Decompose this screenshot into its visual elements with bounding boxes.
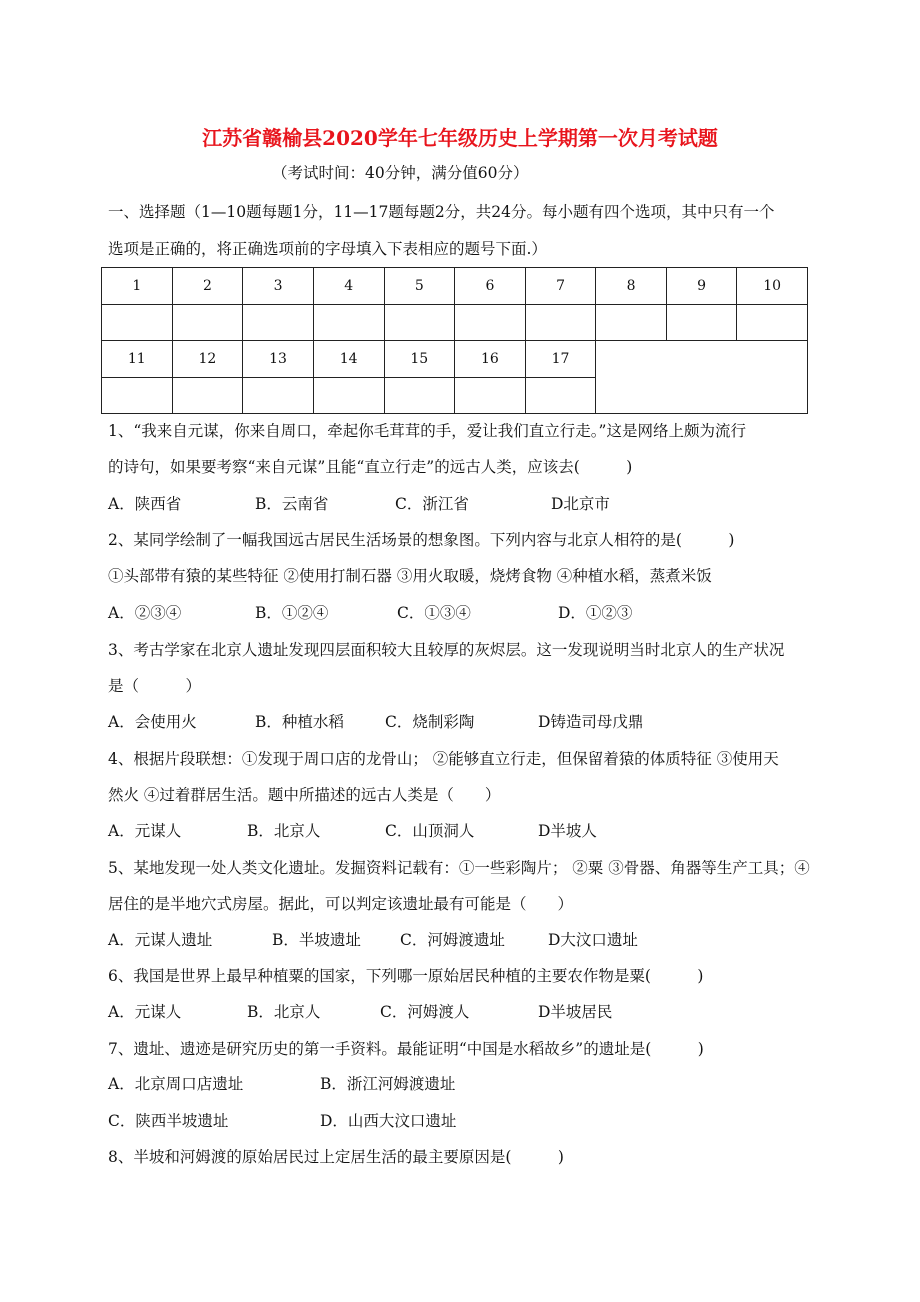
answer-cell (455, 304, 526, 341)
option-a: A．北京周口店遗址 (108, 1075, 244, 1093)
option-c: C．陕西半坡遗址 (108, 1112, 229, 1130)
answer-cell (313, 304, 384, 341)
question-1-text: 的诗句，如果要考察“来自元谋”且能“直立行走”的远古人类，应该去( ) (108, 458, 633, 476)
document-title: 江苏省赣榆县2020学年七年级历史上学期第一次月考试题 (202, 126, 718, 150)
answer-cell (525, 377, 596, 414)
table-row (102, 341, 808, 378)
question-number: 16 (455, 341, 526, 378)
question-3-text: 3、考古学家在北京人遗址发现四层面积较大且较厚的灰烬层。这一发现说明当时北京人的生产状况 (108, 641, 785, 659)
answer-cell (525, 304, 596, 341)
question-1-text: 1、“我来自元谋，你来自周口，牵起你毛茸茸的手，爱让我们直立行走。”这是网络上颇为流行 (108, 422, 746, 440)
option-d: D半坡居民 (538, 1003, 613, 1021)
question-number: 5 (384, 268, 455, 305)
question-8-text: 8、半坡和河姆渡的原始居民过上定居生活的最主要原因是( ) (108, 1148, 564, 1166)
question-4-text: 4、根据片段联想：①发现于周口店的龙骨山； ②能够直立行走，但保留着猿的体质特征 ③使用天 (108, 750, 779, 768)
answer-cell (455, 377, 526, 414)
answer-cell (243, 304, 314, 341)
option-d: D半坡人 (538, 822, 597, 840)
table-row (102, 268, 808, 305)
question-7-text: 7、遗址、遗迹是研究历史的第一手资料。最能证明“中国是水稻故乡”的遗址是( ) (108, 1040, 704, 1058)
merged-empty-cell (596, 341, 808, 414)
option-d: D．山西大汶口遗址 (320, 1112, 457, 1130)
answer-cell (172, 377, 243, 414)
question-number: 13 (243, 341, 314, 378)
option-a: A．元谋人 (108, 1003, 182, 1021)
question-number: 15 (384, 341, 455, 378)
question-number: 8 (596, 268, 666, 305)
option-b: B．浙江河姆渡遗址 (320, 1075, 456, 1093)
question-number: 3 (243, 268, 314, 305)
question-number: 6 (455, 268, 526, 305)
option-b: B．①②④ (255, 604, 329, 622)
exam-info: （考试时间：40分钟，满分值60分） (272, 164, 529, 182)
question-number: 1 (102, 268, 173, 305)
option-b: B．种植水稻 (255, 713, 344, 731)
option-c: C．浙江省 (395, 495, 469, 513)
option-d: D北京市 (551, 495, 610, 513)
option-c: C．河姆渡遗址 (400, 931, 505, 949)
question-6-text: 6、我国是世界上最早种植粟的国家，下列哪一原始居民种植的主要农作物是粟( ) (108, 967, 704, 985)
question-number: 2 (172, 268, 243, 305)
question-3-text: 是（ ） (108, 677, 202, 695)
answer-cell (313, 377, 384, 414)
question-number: 17 (525, 341, 596, 378)
question-4-text: 然火 ④过着群居生活。题中所描述的远古人类是（ ） (108, 786, 501, 804)
answer-cell (102, 304, 173, 341)
option-c: C．①③④ (397, 604, 471, 622)
option-b: B．半坡遗址 (272, 931, 361, 949)
option-c: C．烧制彩陶 (385, 713, 475, 731)
option-b: B．云南省 (255, 495, 329, 513)
answer-cell (384, 377, 455, 414)
question-number: 9 (666, 268, 736, 305)
option-b: B．北京人 (247, 822, 321, 840)
answer-cell (384, 304, 455, 341)
option-b: B．北京人 (247, 1003, 321, 1021)
question-number: 12 (172, 341, 243, 378)
option-a: A．会使用火 (108, 713, 197, 731)
answer-cell (737, 304, 808, 341)
option-a: A．元谋人 (108, 822, 182, 840)
question-number: 14 (313, 341, 384, 378)
question-2-text: ①头部带有猿的某些特征 ②使用打制石器 ③用火取暖，烧烤食物 ④种植水稻，蒸煮米饭 (108, 567, 712, 585)
option-d: D铸造司母戊鼎 (538, 713, 644, 731)
option-a: A．陕西省 (108, 495, 182, 513)
option-d: D大汶口遗址 (548, 931, 638, 949)
question-number: 4 (313, 268, 384, 305)
answer-table (101, 267, 808, 414)
answer-cell (102, 377, 173, 414)
option-a: A．②③④ (108, 604, 182, 622)
section-instructions: 一、选择题（1—10题每题1分，11—17题每题2分，共24分。每小题有四个选项，其中只有一个 (108, 203, 775, 221)
table-row (102, 304, 808, 341)
question-number: 10 (737, 268, 808, 305)
answer-cell (172, 304, 243, 341)
option-a: A．元谋人遗址 (108, 931, 213, 949)
question-number: 7 (525, 268, 596, 305)
question-number: 11 (102, 341, 173, 378)
question-2-text: 2、某同学绘制了一幅我国远古居民生活场景的想象图。下列内容与北京人相符的是( ) (108, 531, 735, 549)
answer-cell (243, 377, 314, 414)
section-instructions: 选项是正确的，将正确选项前的字母填入下表相应的题号下面.） (108, 240, 547, 258)
option-d: D．①②③ (558, 604, 633, 622)
question-5-text: 5、某地发现一处人类文化遗址。发掘资料记载有：①一些彩陶片； ②粟 ③骨器、角器等生产工具；④ (108, 859, 810, 877)
answer-cell (596, 304, 666, 341)
answer-cell (666, 304, 736, 341)
option-c: C．山顶洞人 (385, 822, 475, 840)
question-5-text: 居住的是半地穴式房屋。据此，可以判定该遗址最有可能是（ ） (108, 895, 574, 913)
option-c: C．河姆渡人 (380, 1003, 470, 1021)
